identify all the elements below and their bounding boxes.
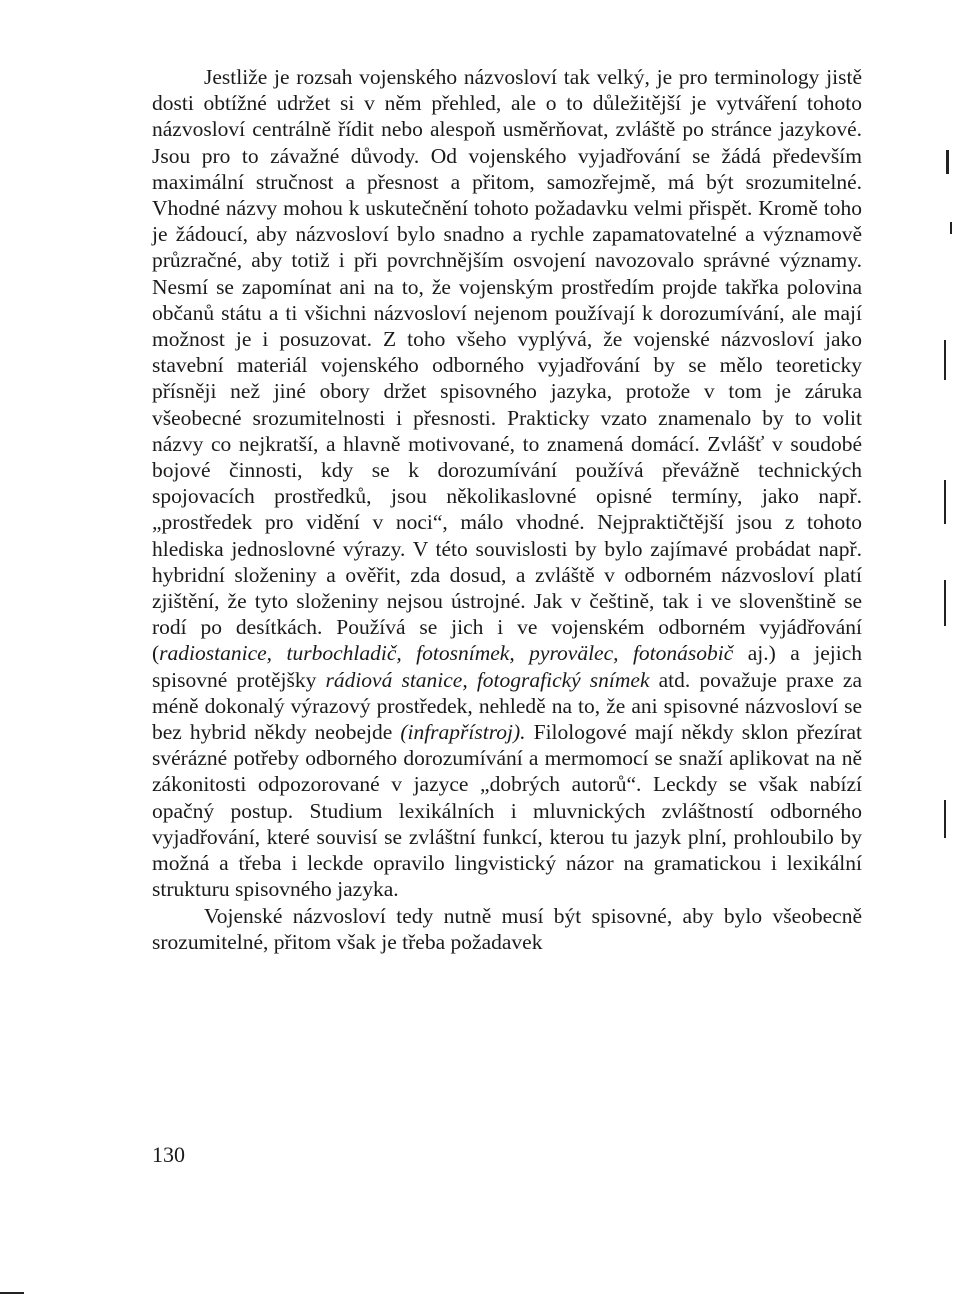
scan-edge-mark <box>950 222 952 234</box>
text-run: Jestliže je rozsah vojenského názvosloví tak velký, je pro terminology jistě dosti obtížné udržet si v něm přehled, ale o to důležitější je vytváření tohoto názvosloví centrálně řídit nebo alespoň usměrňovat, zvláště po stránce jazykové. Jsou pro to závažné důvody. Od vojenského vyjadřování se žádá především maximální stručnost a přesnost a přitom, samozřejmě, má být srozumitelné. Vhodné názvy mohou k uskutečnění tohoto požadavku velmi přispět. Kromě toho je žádoucí, aby názvosloví bylo snadno a rychle zapamatovatelné a významově průzračné, aby totiž i při povrchnějším osvojení navozovalo správné významy. Nesmí se zapomínat ani na to, že vojenským prostředím projde takřka polovina občanů státu a ti všichni názvosloví nejenom používají k dorozumívání, ale mají možnost je i posuzovat. Z toho všeho vyplývá, že vojenské názvosloví jako stavební materiál vojenského odborného vyjadřování by se mělo teoreticky přísněji než jiné obory držet spisovného jazyka, protože v tom je záruka všeobecné srozumitelnosti i přesnosti. Prakticky vzato znamenalo by to volit názvy co nejkratší, a hlavně motivované, to znamená domácí. Zvlášť v soudobé bojové činnosti, kdy se k dorozumívání používá převážně technických spojovacích prostředků, jsou několikaslovné opisné termíny, jako např. „prostředek pro vidění v noci“, málo vhodné. Nejpraktičtější jsou z tohoto hlediska jednoslovné výrazy. V této souvislosti by bylo zajímavé probádat např. hybridní složeniny a ověřit, zda dosud, a zvláště v odborném názvosloví platí zjištění, že tyto složeniny nejsou ústrojné. Jak v češtině, tak i ve slovenštině se rodí po desítkách. Používá se jich i ve vojenském odborném vyjádřování ( <box>152 65 862 666</box>
scan-edge-mark <box>944 340 946 380</box>
scan-edge-mark <box>944 580 946 626</box>
scan-corner-mark <box>0 1292 24 1294</box>
text-run: atd. považuje praxe za méně dokonalý výrazový prostředek, nehledě na to, že ani spisovné názvosloví se bez hybrid někdy neobejde <box>152 667 862 745</box>
paragraph <box>152 64 862 903</box>
italic-term: radiostanice, turbochladič, fotosnímek, pyrovälec, fotonásobič <box>159 641 734 666</box>
scan-edge-mark <box>944 800 946 838</box>
paragraph <box>152 903 862 955</box>
text-run: Filologové mají někdy sklon přezírat svérázné potřeby odborného dorozumívání a mermomocí se snaží aplikovat na ně zákonitosti odpozorované v jazyce „dobrých autorů“. Leckdy se však nabízí opačný postup. Studium lexikálních i mluvnických zvláštností odborného vyjadřování, které souvisí se zvláštní funkcí, kterou tu jazyk plní, prohloubilo by možná a třeba i leckde opravilo lingvistický názor na gramatickou i lexikální strukturu spisovného jazyka. <box>152 720 862 902</box>
page-number: 130 <box>152 1142 185 1167</box>
scan-edge-mark <box>946 150 949 174</box>
body-text <box>152 64 862 955</box>
scan-edge-mark <box>944 480 946 524</box>
italic-term: (infrapřístroj). <box>400 720 526 745</box>
text-run: Vojenské názvosloví tedy nutně musí být spisovné, aby bylo všeobecně srozumitelné, přitom však je třeba požadavek <box>152 903 862 954</box>
italic-term: rádiová stanice, fotografický snímek <box>325 667 650 692</box>
text-run: aj.) a jejich spisovné protějšky <box>152 641 862 692</box>
